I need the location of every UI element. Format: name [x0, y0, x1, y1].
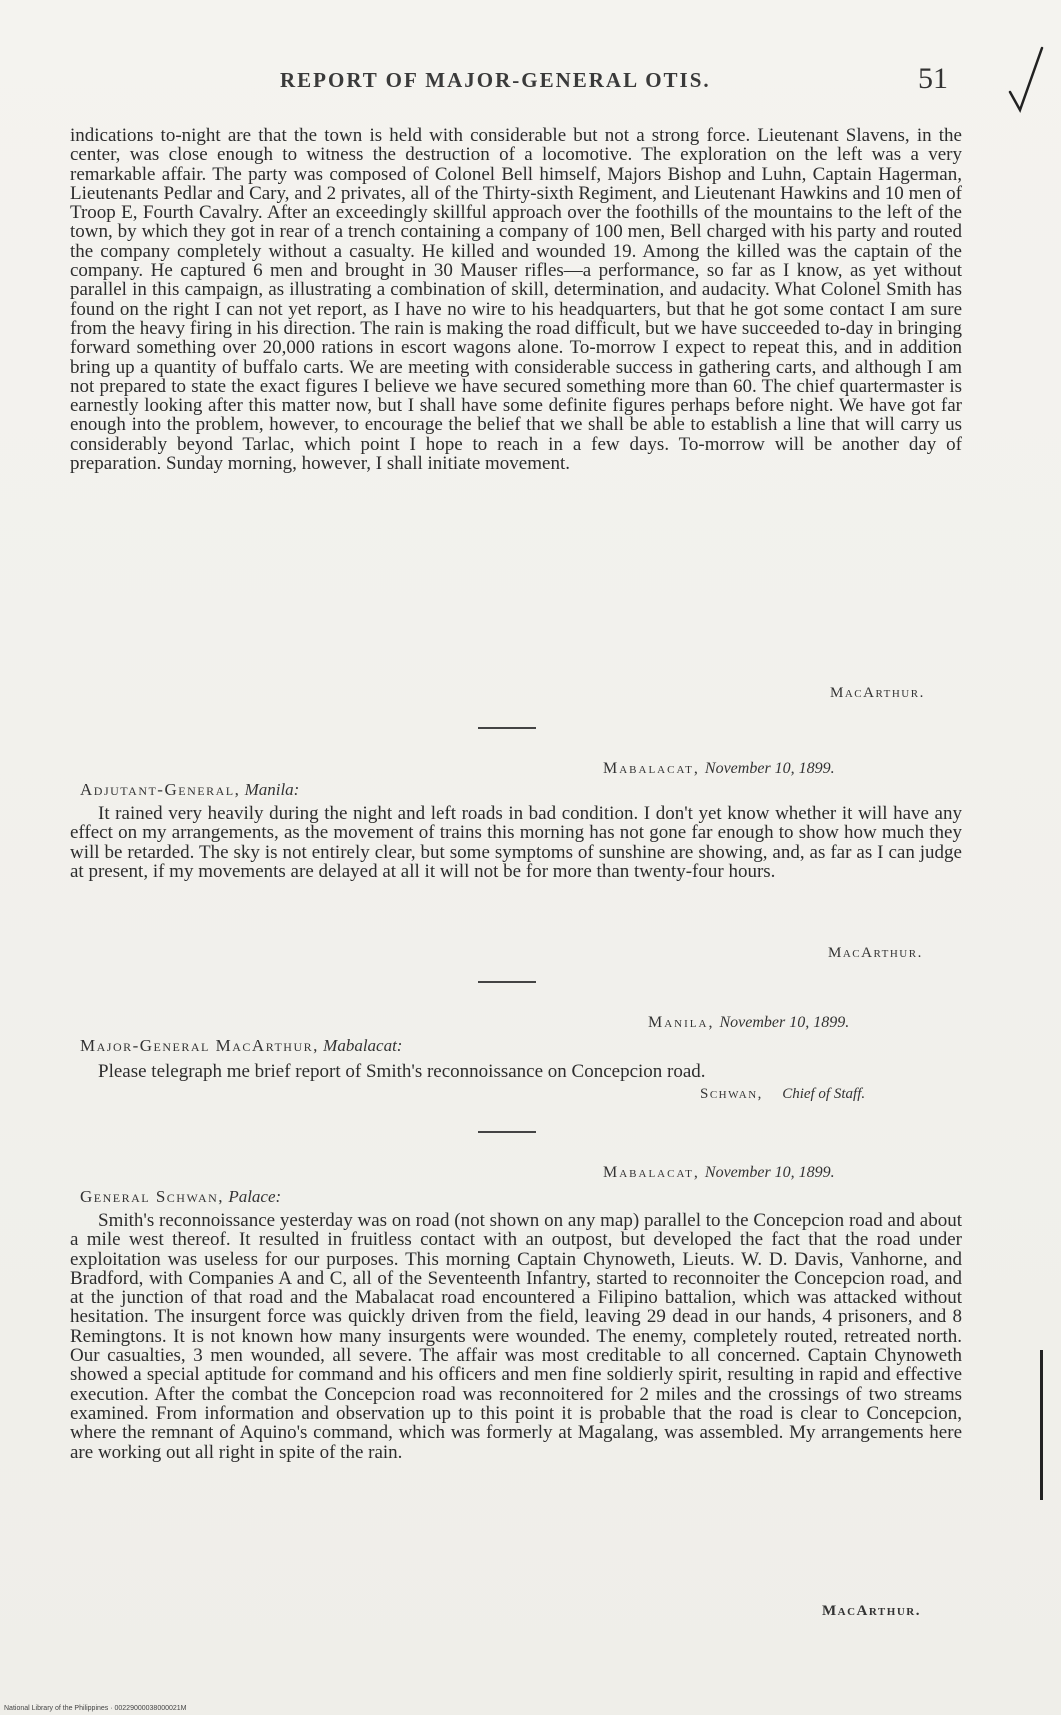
report-2-date: November 10, 1899.: [704, 760, 835, 777]
page-header: [0, 62, 1061, 106]
report-2-signature: MacArthur.: [828, 945, 923, 961]
section-divider: [478, 727, 536, 729]
report-4-date: November 10, 1899.: [704, 1164, 835, 1181]
report-3-addressee: [80, 1036, 402, 1056]
report-2-paragraph: It rained very heavily during the night and left roads in bad condition. I don't yet know whether it will have any effect on my arrangements, as the movement of trains this morning has not gone far enough to show how much they will be retarded. The sky is not entirely clear, but some symptoms of sunshine are showing, and, as far as I can judge at present, if my movements are delayed at all it will not be for more than twenty-four hours.: [70, 803, 962, 882]
report-2-body: [70, 804, 962, 881]
report-4-paragraph: Smith's reconnoissance yesterday was on road (not shown on any map) parallel to the Concepcion road and about a mile west thereof. It resulted in fruitless contact with an outpost, but developed the fact that the road under exploitation was useless for our purposes. This morning Captain Chynoweth, Lieuts. W. D. Davis, Vanhorne, and Bradford, with Companies A and C, all of the Seventeenth Infantry, started to reconnoiter the Concepcion road, and at the junction of that road and the Mabalacat road encountered a Filipino battalion, which was attacked without hesitation. The insurgent force was quickly driven from the field, leaving 29 dead in our hands, 4 prisoners, and 8 Remingtons. It is not known how many insurgents were wounded. The enemy, completely routed, retreated north. Our casualties, 3 men wounded, all severe. The affair was most creditable to all concerned. Captain Chynoweth showed a special aptitude for command and his officers and men fine soldierly spirit, resulting in rapid and effective execution. After the combat the Concepcion road was reconnoitered for 2 miles and the crossings of two streams examined. From information and observation up to this point it is probable that the road is clear to Concepcion, where the remnant of Aquino's command, which was formerly at Magalang, was assembled. My arrangements here are working out all right in spite of the rain.: [70, 1210, 962, 1463]
running-head: REPORT OF MAJOR-GENERAL OTIS.: [280, 68, 711, 92]
report-3-body: [70, 1062, 962, 1081]
report-4-addressee: [80, 1187, 281, 1207]
report-3-dateline: [648, 1014, 849, 1032]
report-3-signature-block: [700, 1086, 865, 1103]
report-3-addressee-location: Mabalacat:: [323, 1036, 403, 1055]
report-2-addressee: [80, 780, 299, 800]
report-4-addressee-location: Palace:: [228, 1187, 282, 1206]
report-1-signature: MacArthur.: [830, 685, 925, 701]
report-3-addressee-name: Major-General MacArthur,: [80, 1036, 319, 1055]
report-3-place: Manila,: [648, 1014, 715, 1031]
check-mark-icon: [1006, 44, 1046, 114]
report-4-place: Mabalacat,: [603, 1164, 700, 1181]
report-3-paragraph: Please telegraph me brief report of Smith's reconnoissance on Concepcion road.: [98, 1061, 706, 1082]
section-divider: [478, 981, 536, 983]
report-2-addressee-location: Manila:: [244, 780, 300, 799]
report-4-dateline: [603, 1164, 835, 1182]
report-4-body: [70, 1211, 962, 1462]
section-divider: [478, 1131, 536, 1133]
report-4-addressee-name: General Schwan,: [80, 1187, 225, 1206]
report-2-addressee-name: Adjutant-General,: [80, 780, 241, 799]
report-1-body: [70, 126, 962, 473]
report-3-date: November 10, 1899.: [719, 1014, 850, 1031]
margin-bracket-mark: [1040, 1350, 1043, 1500]
scan-credit: National Library of the Philippines · 00229000038000021M: [4, 1705, 187, 1712]
report-4-signature: MacArthur.: [822, 1603, 921, 1619]
report-2-place: Mabalacat,: [603, 760, 700, 777]
report-2-dateline: [603, 760, 835, 778]
report-3-signature: Schwan,: [700, 1086, 763, 1102]
page-number: 51: [918, 62, 948, 95]
report-1-paragraph: indications to-night are that the town is held with considerable but not a strong force. Lieutenant Slavens, in the center, was close enough to witness the destruction of a locomotive. The exploration on the left was a very remarkable affair. The party was composed of Colonel Bell himself, Majors Bishop and Luhn, Captain Hagerman, Lieutenants Pedlar and Cary, and 2 privates, all of the Thirty-sixth Regiment, and Lieutenant Hawkins and 10 men of Troop E, Fourth Cavalry. After an exceedingly skillful approach over the foothills of the mountains to the left of the town, by which they got in rear of a trench containing a company of 100 men, Bell charged with his party and routed the company completely without a casualty. He killed and wounded 19. Among the killed was the captain of the company. He captured 6 men and brought in 30 Mauser rifles—a performance, so far as I know, as yet without parallel in this campaign, as illustrating a combination of skill, determination, and audacity. What Colonel Smith has found on the right I can not yet report, as I have no wire to his headquarters, but that he got some contact I am sure from the heavy firing in his direction. The rain is making the road difficult, but we have succeeded to-day in bringing forward something over 20,000 rations in escort wagons alone. To-morrow I expect to repeat this, and in addition bring up a quantity of buffalo carts. We are meeting with considerable success in gathering carts, and although I am not prepared to state the exact figures I believe we have secured something more than 60. The chief quartermaster is earnestly looking after this matter now, but I shall have some definite figures perhaps before night. We have got far enough into the problem, however, to encourage the belief that we shall be able to establish a line that will carry us considerably beyond Tarlac, which point I hope to reach in a few days. To-morrow will be another day of preparation. Sunday morning, however, I shall initiate movement.: [70, 125, 962, 475]
report-3-signature-title: Chief of Staff.: [782, 1086, 866, 1102]
